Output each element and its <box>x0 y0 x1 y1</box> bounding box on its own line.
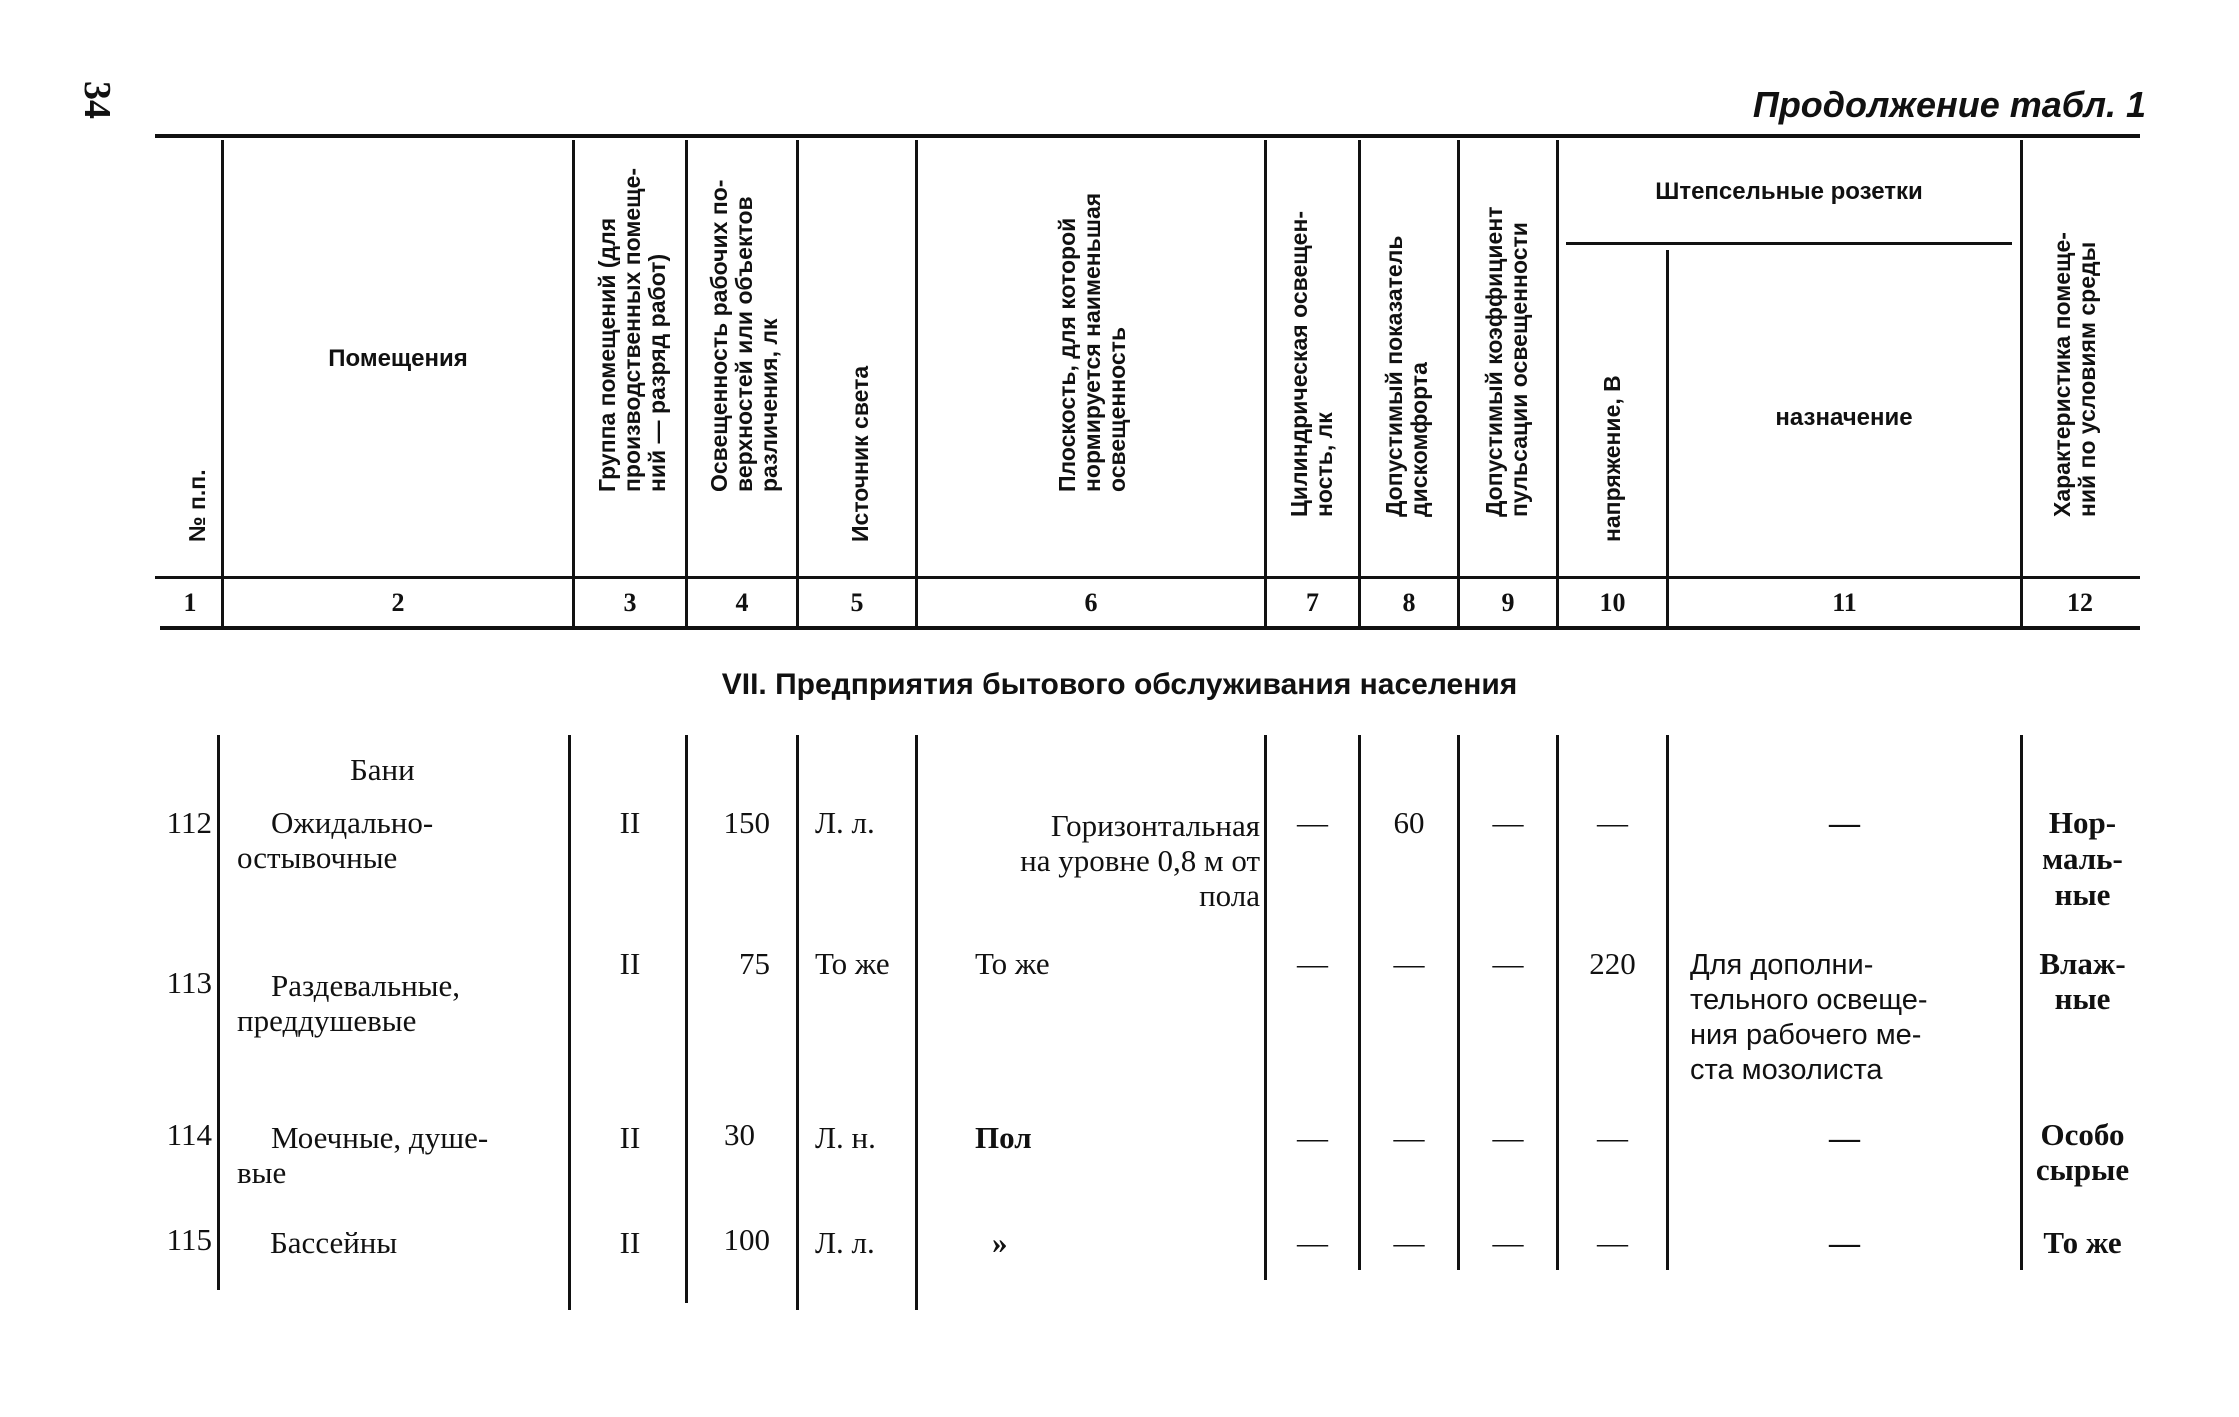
voltage-value: — <box>1597 1120 1628 1155</box>
col-number: 10 <box>1599 588 1626 617</box>
body-col-divider <box>1556 735 1559 1270</box>
body-col-divider <box>685 735 688 1303</box>
room-name: Ожидально- остывочные <box>237 805 434 875</box>
group-value: II <box>619 805 641 840</box>
header-col-8-text: Допустимый показатель дискомфорта <box>1381 235 1432 517</box>
row-number: 112 <box>166 805 212 840</box>
header-col-4 <box>707 145 787 567</box>
plane-value: » <box>992 1225 1008 1260</box>
purpose-value: — <box>1829 805 1860 840</box>
env-value: Особо сырые <box>2035 1117 2130 1187</box>
header-col-7 <box>1287 145 1342 567</box>
header-col-12-text: Характеристика помеще- ний по условиям среды <box>2049 232 2100 517</box>
header-col-divider <box>915 140 918 626</box>
header-number-rule <box>155 576 2140 579</box>
group-value: II <box>619 1120 641 1155</box>
voltage-value: — <box>1597 805 1628 840</box>
header-bottom-rule <box>160 626 2140 630</box>
header-col-divider <box>1358 140 1361 626</box>
col-number: 3 <box>623 588 637 617</box>
header-col-divider <box>796 140 799 626</box>
col-number: 11 <box>1832 588 1857 617</box>
header-col-5 <box>848 145 878 567</box>
lux-value: 75 <box>739 946 770 981</box>
env-value: Нор- маль- ные <box>2042 805 2123 912</box>
room-name: Раздевальные, преддушевые <box>237 968 461 1038</box>
table-top-rule <box>155 134 2140 138</box>
header-col-10-text: напряжение, В <box>1599 375 1625 542</box>
body-col-divider <box>217 735 220 1290</box>
row-number: 113 <box>166 965 212 1000</box>
cyl-value: — <box>1297 946 1328 981</box>
col-number: 12 <box>2067 588 2093 617</box>
source-value: Л. н. <box>815 1120 876 1155</box>
header-col-7-text: Цилиндрическая освещен- ность, лк <box>1286 210 1337 517</box>
header-col-divider <box>1556 140 1559 626</box>
header-col-divider <box>2020 140 2023 626</box>
row-number: 115 <box>166 1222 212 1257</box>
group-value: II <box>619 1225 641 1260</box>
group-value: II <box>619 946 641 981</box>
col-number: 4 <box>735 588 749 617</box>
row-number: 114 <box>166 1117 212 1152</box>
body-col-divider <box>796 735 799 1310</box>
header-col-3 <box>595 145 675 567</box>
cyl-value: — <box>1297 1120 1328 1155</box>
source-value: То же <box>815 946 890 981</box>
header-col-6-text: Плоскость, для которой нормируется наименьшая освещенность <box>1054 192 1130 492</box>
continuation-label: Продолжение табл. 1 <box>1752 84 2146 125</box>
col-number: 2 <box>391 588 405 617</box>
col-number: 5 <box>850 588 864 617</box>
env-value: Влаж- ные <box>2039 946 2126 1016</box>
pulse-value: — <box>1492 1120 1524 1155</box>
body-col-divider <box>2020 735 2023 1270</box>
body-col-divider <box>915 735 918 1310</box>
body-col-divider <box>1358 735 1361 1270</box>
header-col-divider <box>221 140 224 626</box>
discomfort-value: 60 <box>1393 805 1425 840</box>
sockets-group-rule <box>1566 242 2012 245</box>
header-col-8 <box>1382 145 1437 567</box>
discomfort-value: — <box>1393 946 1425 981</box>
discomfort-value: — <box>1393 1120 1425 1155</box>
lux-value: 30 <box>724 1117 755 1152</box>
header-col-12 <box>2050 145 2105 567</box>
header-col-11: назначение <box>1775 404 1913 431</box>
purpose-value: Для дополни- тельного освеще- ния рабочего ме- ста мозолиста <box>1690 949 1928 1086</box>
col-number: 9 <box>1501 588 1515 617</box>
body-col-divider <box>1264 735 1267 1280</box>
col-number: 7 <box>1306 588 1319 617</box>
env-value: То же <box>2043 1225 2122 1260</box>
voltage-value: — <box>1597 1225 1628 1260</box>
col-number: 1 <box>183 588 197 617</box>
page-number: 34 <box>76 81 118 119</box>
section-title: VII. Предприятия бытового обслуживания населения <box>721 668 1518 701</box>
lux-value: 150 <box>723 805 770 840</box>
header-col-divider <box>1457 140 1460 626</box>
header-col-divider <box>1666 250 1669 626</box>
header-sockets-group: Штепсельные розетки <box>1655 178 1923 205</box>
room-name: Бассейны <box>270 1225 398 1260</box>
header-col-4-text: Освещенность рабочих по- верхностей или объектов различения, лк <box>706 179 782 492</box>
header-col-divider <box>1264 140 1267 626</box>
header-col-3-text: Группа помещений (для производственных помеще- ний — разряд работ) <box>594 167 670 492</box>
header-col-divider <box>685 140 688 626</box>
source-value: Л. л. <box>815 805 875 840</box>
header-col-1 <box>185 145 217 567</box>
discomfort-value: — <box>1393 1225 1425 1260</box>
group-label: Бани <box>350 752 415 787</box>
cyl-value: — <box>1297 1225 1328 1260</box>
pulse-value: — <box>1492 946 1524 981</box>
header-col-divider <box>572 140 575 626</box>
header-col-9 <box>1482 145 1537 567</box>
header-col-5-text: Источник света <box>847 365 873 542</box>
col-number: 6 <box>1084 588 1098 617</box>
body-col-divider <box>568 735 571 1310</box>
purpose-value: — <box>1829 1120 1860 1155</box>
header-col-1-text: № п.п. <box>184 469 210 542</box>
lux-value: 100 <box>723 1222 770 1257</box>
header-col-10 <box>1600 255 1630 567</box>
pulse-value: — <box>1492 805 1524 840</box>
header-col-6 <box>1055 145 1135 567</box>
body-col-divider <box>1457 735 1460 1270</box>
plane-value: Горизонтальная на уровне 0,8 м от пола <box>1020 808 1260 913</box>
purpose-value: — <box>1829 1225 1860 1260</box>
room-name: Моечные, душе- вые <box>237 1120 489 1190</box>
plane-value: Пол <box>975 1120 1032 1155</box>
body-col-divider <box>1666 735 1669 1270</box>
header-col-9-text: Допустимый коэффициент пульсации освещенности <box>1481 206 1532 517</box>
col-number: 8 <box>1402 588 1416 617</box>
cyl-value: — <box>1297 805 1328 840</box>
voltage-value: 220 <box>1589 946 1636 981</box>
pulse-value: — <box>1492 1225 1524 1260</box>
plane-value: То же <box>975 946 1050 981</box>
source-value: Л. л. <box>815 1225 875 1260</box>
header-col-2: Помещения <box>328 345 468 372</box>
